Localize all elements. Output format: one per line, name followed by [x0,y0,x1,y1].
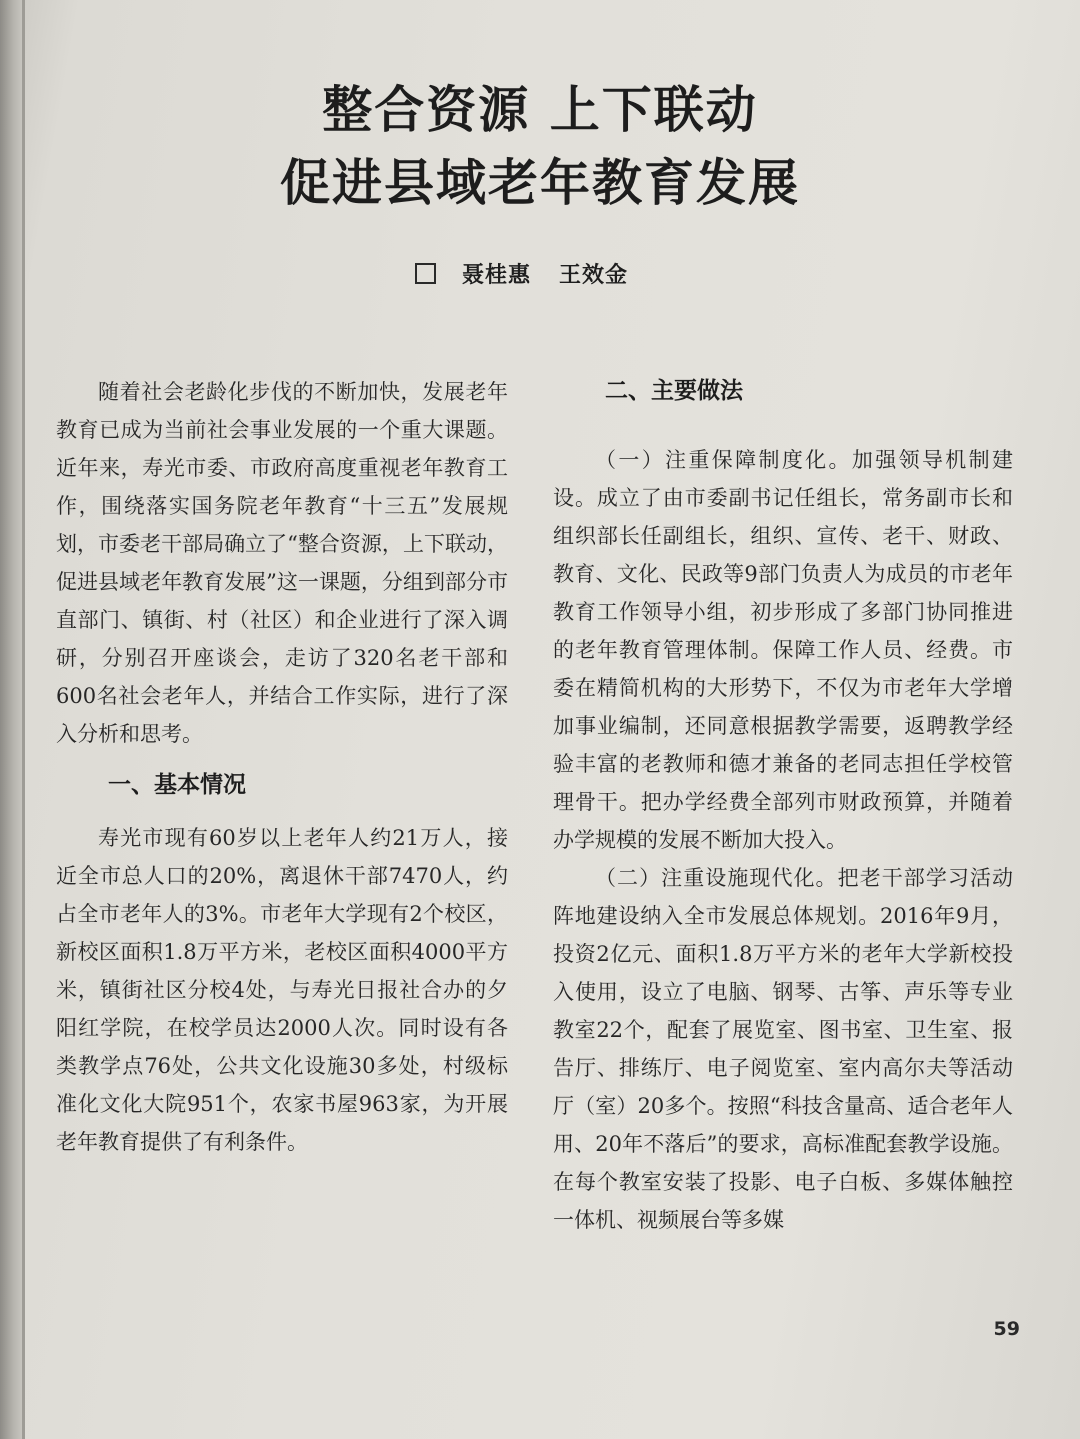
left-column [56,373,508,1161]
article-title-line-2: 促进县域老年教育发展 [280,154,800,212]
byline [415,258,656,289]
author-name: 聂桂惠 [462,263,532,288]
adjacent-page-edge [0,0,22,1439]
intro-paragraph: 随着社会老龄化步伐的不断加快，发展老年教育已成为当前社会事业发展的一个重大课题。近年来，寿光市委、市政府高度重视老年教育工作，围绕落实国务院老年教育“十三五”发展规划，市委老干部局确立了“整合资源，上下联动，促进县域老年教育发展”这一课题，分组到部分市直部门、镇街、村（社区）和企业进行了深入调研，分别召开座谈会，走访了320名老干部和600名社会老年人，并结合工作实际，进行了深入分析和思考。 [56,380,508,746]
basic-situation-paragraph: 寿光市现有60岁以上老年人约21万人，接近全市总人口的20%，离退休干部7470人，约占全市老年人的3%。市老年大学现有2个校区，新校区面积1.8万平方米，老校区面积4000平方米，镇街社区分校4处，与寿光日报社合办的夕阳红学院，在校学员达2000人次。同时设有各类教学点76处，公共文化设施30多处，村级标准化文化大院951个，农家书屋963家，为开展老年教育提供了有利条件。 [56,826,508,1154]
section-heading-basic-situation: 一、基本情况 [108,772,246,798]
article-title-line-1: 整合资源 上下联动 [322,81,758,139]
author-name: 王效金 [559,263,629,288]
page-binding-shadow [22,0,25,1439]
right-column [553,371,1013,1239]
square-marker-icon [415,263,436,284]
practice-paragraph-2: （二）注重设施现代化。把老干部学习活动阵地建设纳入全市发展总体规划。2016年9月，投资2亿元、面积1.8万平方米的老年大学新校投入使用，设立了电脑、钢琴、古筝、声乐等专业教室22个，配套了展览室、图书室、卫生室、报告厅、排练厅、电子阅览室、室内高尔夫等活动厅（室）20多个。按照“科技含量高、适合老年人用、20年不落后”的要求，高标准配套教学设施。在每个教室安装了投影、电子白板、多媒体触控一体机、视频展台等多媒 [553,866,1013,1232]
page-number: 59 [993,1318,1020,1340]
practice-paragraph-1: （一）注重保障制度化。加强领导机制建设。成立了由市委副书记任组长，常务副市长和组织部长任副组长，组织、宣传、老干、财政、教育、文化、民政等9部门负责人为成员的市老年教育工作领导小组，初步形成了多部门协同推进的老年教育管理体制。保障工作人员、经费。市委在精简机构的大形势下，不仅为市老年大学增加事业编制，还同意根据教学需要，返聘教学经验丰富的老教师和德才兼备的老同志担任学校管理骨干。把办学经费全部列市财政预算，并随着办学规模的发展不断加大投入。 [553,448,1013,852]
section-heading-main-practices: 二、主要做法 [605,378,743,404]
